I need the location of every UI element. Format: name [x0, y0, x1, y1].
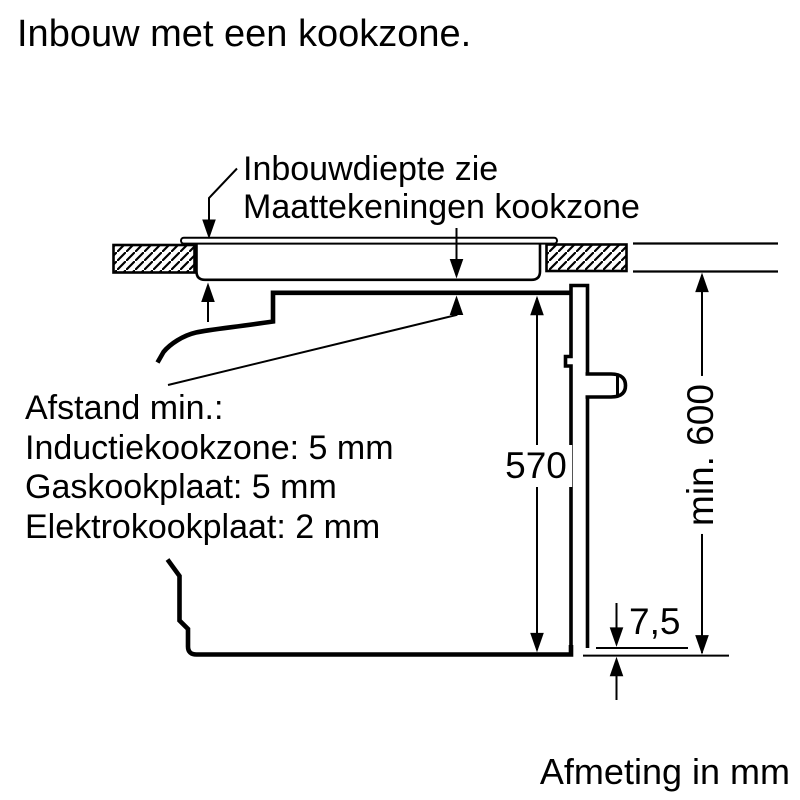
min-distance-gas: Gaskookplaat: 5 mm [25, 468, 337, 506]
units-note: Afmeting in mm [539, 751, 790, 792]
worktop-hatch-right [547, 245, 627, 272]
oven-top-outline [158, 293, 572, 363]
oven-bottom-outline [168, 560, 572, 655]
min-distance-induction: Inductiekookzone: 5 mm [25, 428, 394, 467]
page-title: Inbouw met een kookzone. [17, 13, 472, 55]
niche-floor-lines [583, 648, 729, 656]
dimension-label-7-5: 7,5 [629, 601, 681, 642]
cooktop-glass-plate [181, 238, 557, 244]
dimension-7-5 [610, 603, 624, 700]
dimension-label-570: 570 [500, 445, 572, 487]
min-distance-heading: Afstand min.: [25, 389, 224, 427]
worktop-right-section [633, 244, 778, 272]
dimension-label-min-600: min. 600 [680, 376, 722, 534]
cooktop-body [197, 243, 541, 280]
callout-line-1: Inbouwdiepte zie [243, 150, 499, 188]
callout-inbouwdiepte [243, 150, 640, 226]
distance-leader-arrows [168, 283, 463, 386]
callout-line-2: Maattekeningen kookzone [243, 188, 640, 226]
min-distance-note [25, 389, 394, 547]
min-distance-electric: Elektrokookplaat: 2 mm [25, 507, 381, 546]
fixing-screw [586, 374, 626, 397]
callout-leader-arrow [202, 169, 237, 240]
worktop-hatch-left [114, 245, 195, 273]
